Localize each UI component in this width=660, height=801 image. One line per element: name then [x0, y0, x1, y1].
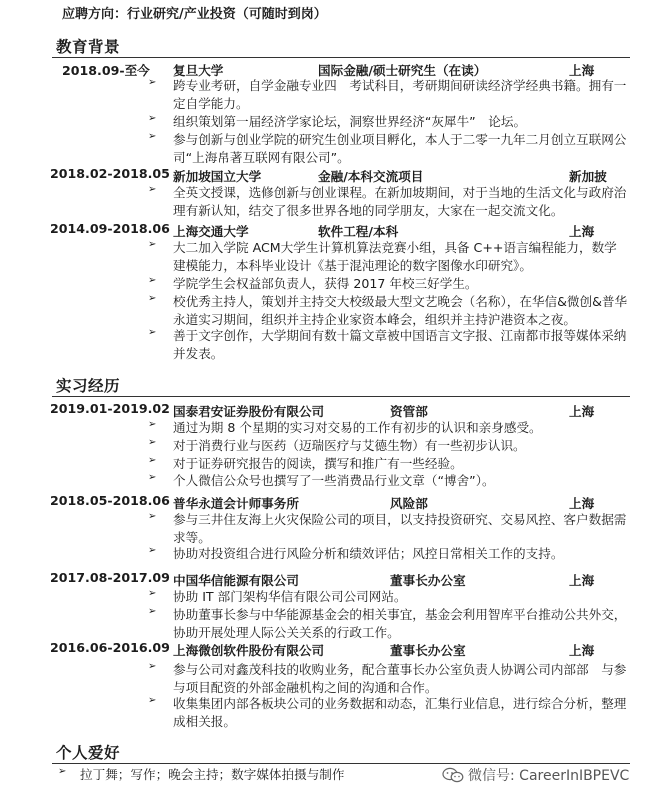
- arrow-bullet-icon: ➢: [148, 661, 157, 672]
- internship-entry-header: [0, 401, 660, 419]
- arrow-bullet-icon: ➢: [148, 472, 157, 483]
- arrow-bullet-icon: ➢: [148, 437, 157, 448]
- entry-period: 2018.09-至今: [62, 63, 150, 78]
- arrow-bullet-icon: ➢: [148, 588, 157, 599]
- entry-location: 上海: [569, 224, 595, 239]
- arrow-bullet-icon: ➢: [148, 131, 157, 142]
- arrow-bullet-icon: ➢: [148, 606, 157, 617]
- arrow-bullet-icon: ➢: [148, 419, 157, 430]
- wechat-watermark: [442, 765, 629, 785]
- arrow-bullet-icon: ➢: [148, 545, 157, 556]
- arrow-bullet-icon: ➢: [148, 77, 157, 88]
- education-entry-header: [0, 60, 660, 78]
- entry-period: 2018.02-2018.05: [50, 166, 170, 181]
- entry-organization: 新加坡国立大学: [173, 169, 262, 184]
- section-divider: [52, 57, 630, 58]
- internship-entry-header: [0, 640, 660, 658]
- entry-location: 上海: [569, 573, 595, 588]
- arrow-bullet-icon: ➢: [148, 695, 157, 706]
- entry-role: 董事长办公室: [390, 573, 466, 588]
- internship-entry-header: [0, 493, 660, 511]
- arrow-bullet-icon: ➢: [148, 293, 157, 304]
- entry-location: 新加披: [569, 169, 607, 184]
- entry-location: 上海: [569, 404, 595, 419]
- entry-organization: 国泰君安证券股份有限公司: [173, 404, 325, 419]
- entry-location: 上海: [569, 63, 595, 78]
- entry-organization: 上海微创软件股份有限公司: [173, 643, 325, 658]
- entry-role: 软件工程/本科: [318, 224, 399, 239]
- arrow-bullet-icon: ➢: [148, 113, 157, 124]
- entry-role: 资管部: [390, 404, 428, 419]
- entry-role: 董事长办公室: [390, 643, 466, 658]
- arrow-bullet-icon: ➢: [148, 455, 157, 466]
- entry-organization: 复旦大学: [173, 63, 224, 78]
- section-divider: [52, 396, 630, 397]
- arrow-bullet-icon: ➢: [58, 766, 67, 777]
- entry-location: 上海: [569, 643, 595, 658]
- internship-section-title: 实习经历: [56, 377, 121, 395]
- arrow-bullet-icon: ➢: [148, 327, 157, 338]
- arrow-bullet-icon: ➢: [148, 275, 157, 286]
- entry-period: 2017.08-2017.09: [50, 570, 170, 585]
- section-divider: [52, 763, 630, 764]
- education-section-title: 教育背景: [56, 38, 121, 56]
- education-entry-header: [0, 166, 660, 184]
- education-entry-header: [0, 221, 660, 239]
- entry-organization: 普华永道会计师事务所: [173, 496, 299, 511]
- arrow-bullet-icon: ➢: [148, 239, 157, 250]
- job-objective: 应聘方向：行业研究/产业投资（可随时到岗）: [62, 7, 327, 22]
- internship-entry-header: [0, 570, 660, 588]
- entry-period: 2016.06-2016.09: [50, 640, 170, 655]
- watermark-text: 微信号: CareerInIBPEVC: [468, 768, 630, 784]
- entry-role: 金融/本科交流项目: [318, 169, 424, 184]
- entry-period: 2018.05-2018.06: [50, 493, 170, 508]
- arrow-bullet-icon: ➢: [148, 184, 157, 195]
- entry-role: 风险部: [390, 496, 428, 511]
- entry-organization: 中国华信能源有限公司: [173, 573, 299, 588]
- wechat-icon: [442, 767, 464, 783]
- entry-period: 2019.01-2019.02: [50, 401, 170, 416]
- entry-period: 2014.09-2018.06: [50, 221, 170, 236]
- entry-organization: 上海交通大学: [173, 224, 249, 239]
- entry-location: 上海: [569, 496, 595, 511]
- entry-role: 国际金融/硕士研究生（在读）: [318, 63, 487, 78]
- arrow-bullet-icon: ➢: [148, 511, 157, 522]
- hobbies-section-title: 个人爱好: [56, 744, 121, 762]
